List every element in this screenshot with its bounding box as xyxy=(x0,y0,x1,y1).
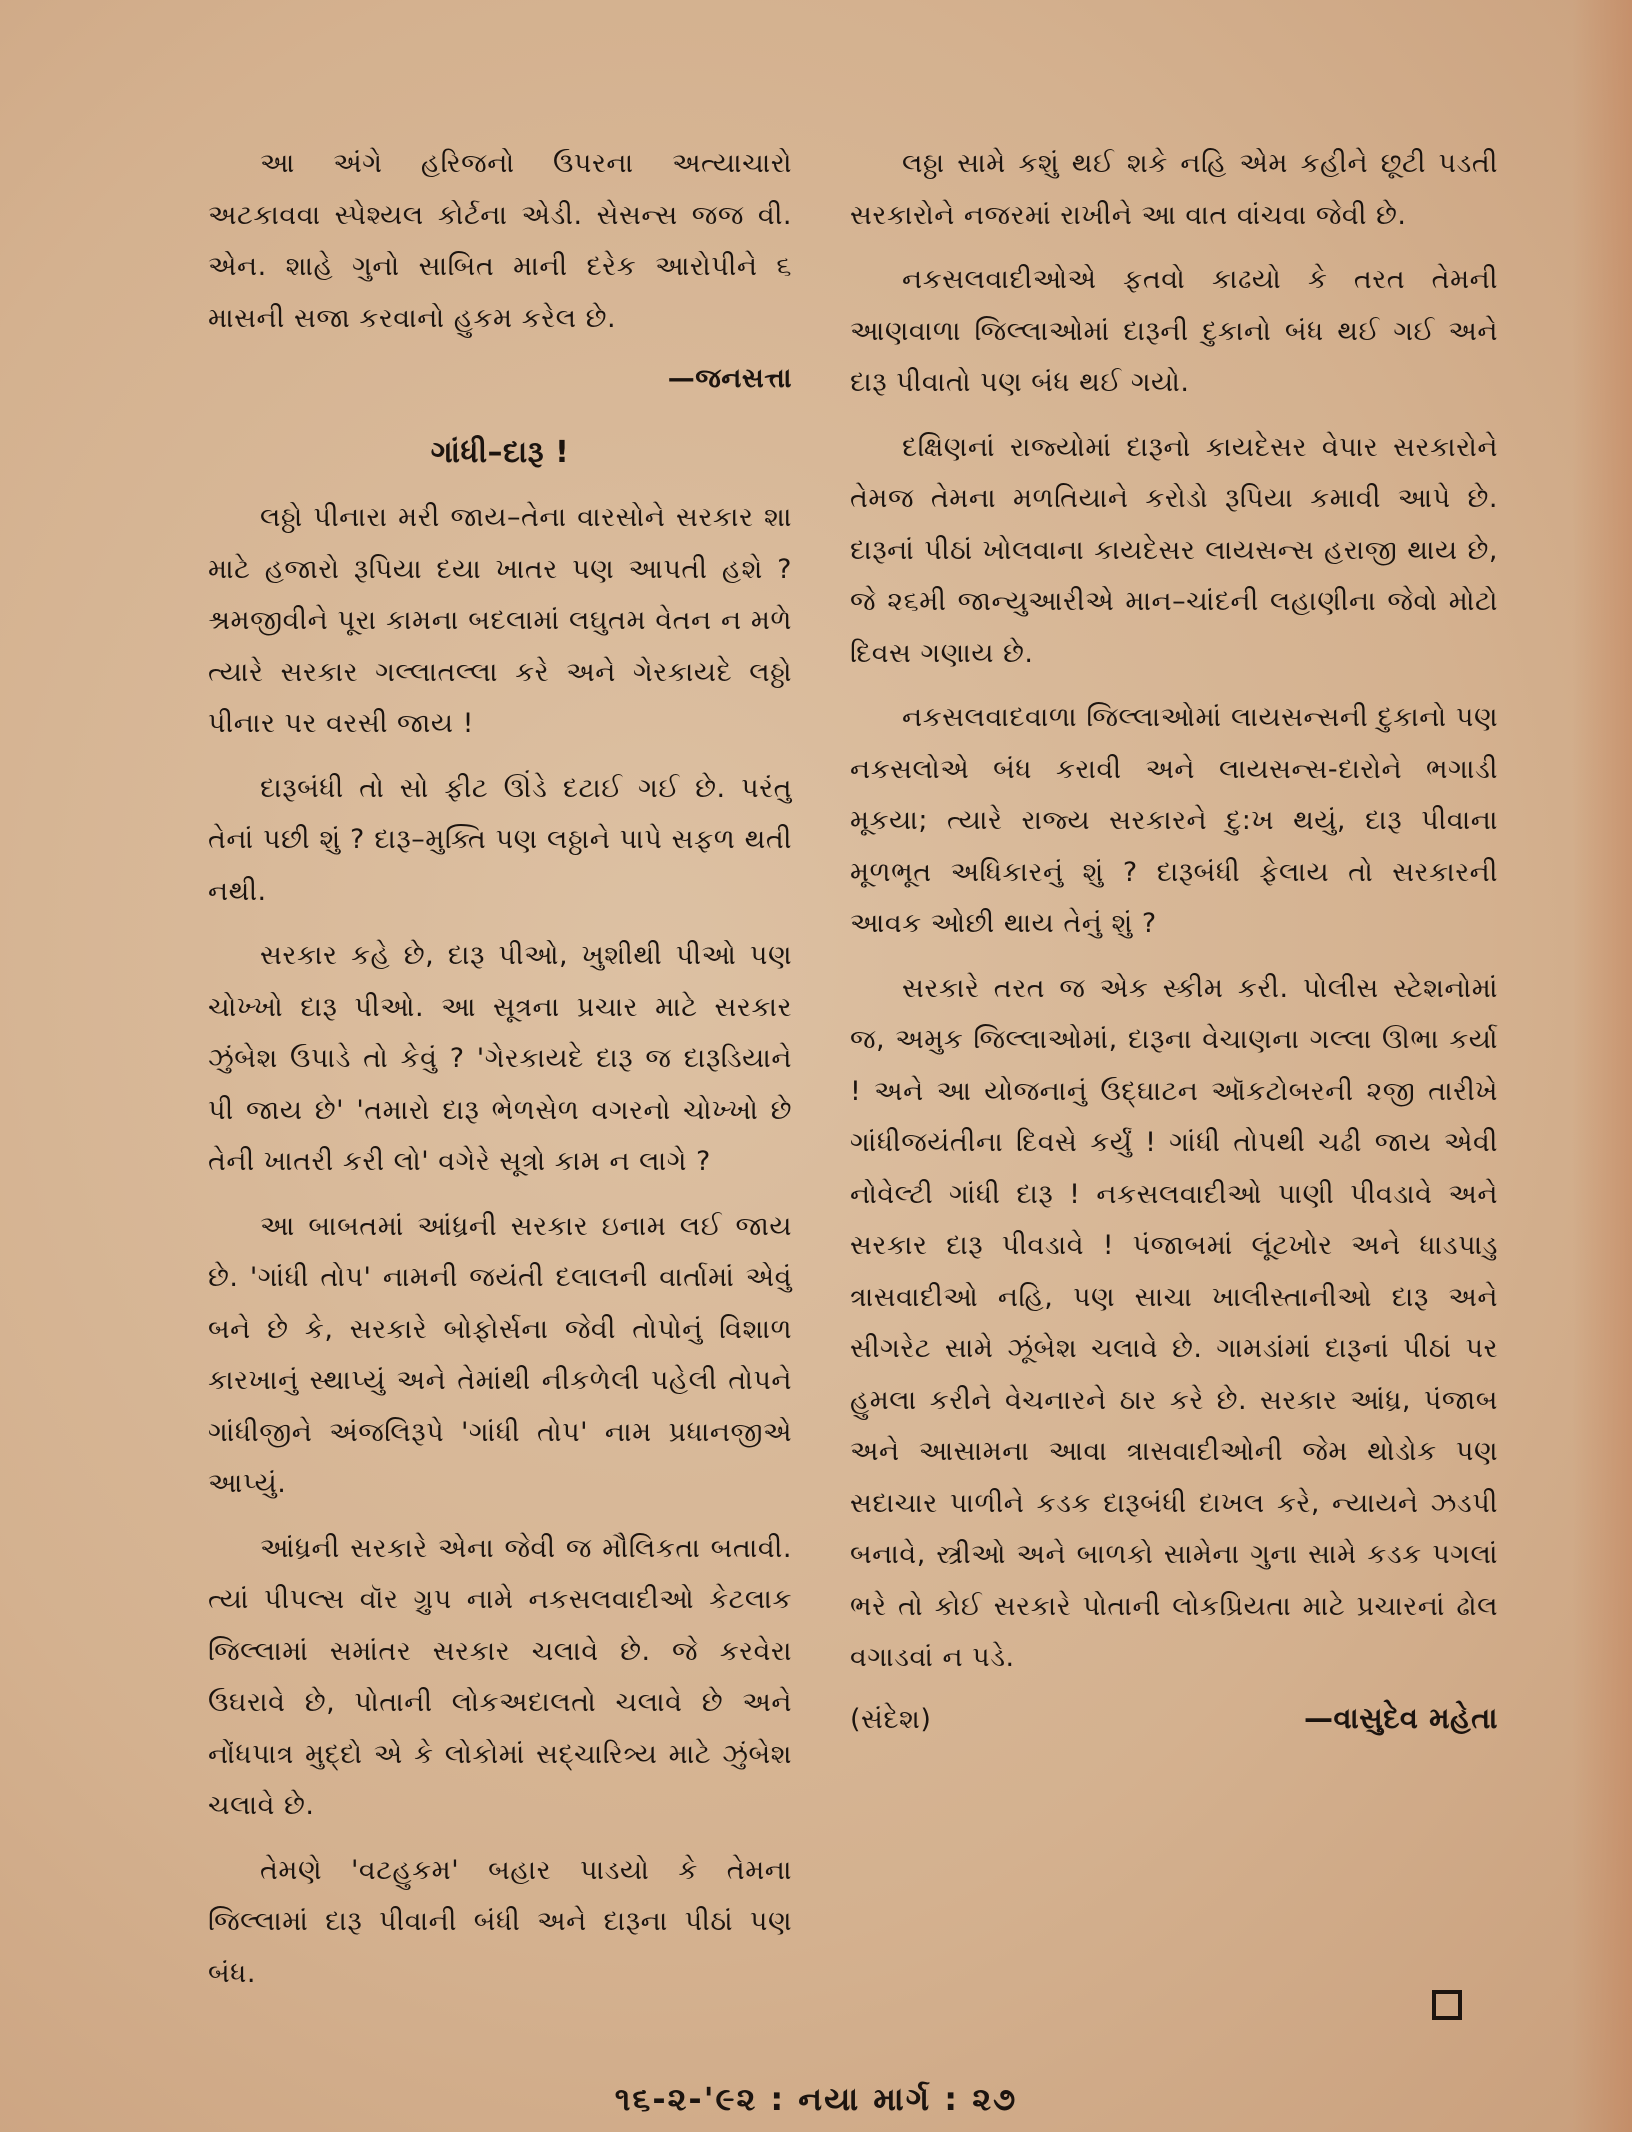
left-column xyxy=(208,138,792,2012)
page-footer: ૧૬-૨-'૯૨ : નયા માર્ગ : ૨૭ xyxy=(614,2080,1018,2118)
article-paragraph: આ બાબતમાં આંધ્રની સરકાર ઇનામ લઈ જાય છે. 'ગાંધી તોપ' નામની જયંતી દલાલની વાર્તામાં એવું બને છે કે, સરકારે બોફોર્સના જેવી તોપોનું વિશાળ કારખાનું સ્થાપ્યું અને તેમાંથી નીકળેલી પહેલી તોપને ગાંધીજીને અંજલિરૂપે 'ગાંધી તોપ' નામ પ્રધાનજીએ આપ્યું. xyxy=(208,1210,792,1499)
article-paragraph: નકસલવાદવાળા જિલ્લાઓમાં લાયસન્સની દુકાનો પણ નકસલોએ બંધ કરાવી અને લાયસન્સ-દારોને ભગાડી મૂકયા; ત્યારે રાજ્ય સરકારને દુ:ખ થયું, દારૂ પીવાના મૂળભૂત અધિકારનું શું ? દારૂબંધી ફેલાય તો સરકારની આવક ઓછી થાય તેનું શું ? xyxy=(850,702,1498,939)
right-column xyxy=(850,138,1498,1745)
article-paragraph: આંધ્રની સરકારે એના જેવી જ મૌલિકતા બતાવી. ત્યાં પીપલ્સ વૉર ગ્રુપ નામે નકસલવાદીઓ કેટલાક જિલ્લામાં સમાંતર સરકાર ચલાવે છે. જે કરવેરા ઉઘરાવે છે, પોતાની લોકઅદાલતો ચલાવે છે અને નોંધપાત્ર મુદ્દો એ કે લોકોમાં સદ્ચારિત્ર્ય માટે ઝુંબેશ ચલાવે છે. xyxy=(208,1532,792,1821)
author-name: —વાસુદેવ મહેતા xyxy=(1304,1700,1498,1735)
article-paragraph: દારૂબંધી તો સો ફીટ ઊંડે દટાઈ ગઈ છે. પરંતુ તેનાં પછી શું ? દારૂ–મુક્તિ પણ લઠ્ઠાને પાપે સફળ થતી નથી. xyxy=(208,772,792,907)
article-paragraph: નકસલવાદીઓએ ફતવો કાઢયો કે તરત તેમની આણવાળા જિલ્લાઓમાં દારૂની દુકાનો બંધ થઈ ગઈ અને દારૂ પીવાતો પણ બંધ થઈ ગયો. xyxy=(850,264,1498,398)
source-credit: (સંદેશ) xyxy=(850,1703,932,1735)
end-of-article-square-icon xyxy=(1432,1990,1462,2020)
intro-paragraph: આ અંગે હરિજનો ઉપરના અત્યાચારો અટકાવવા સ્પેશ્યલ કોર્ટના એડી. સેસન્સ જજ વી. એન. શાહે ગુનો સાબિત માની દરેક આરોપીને ૬ માસની સજા કરવાનો હુકમ કરેલ છે. xyxy=(208,148,792,334)
article-paragraph: દક્ષિણનાં રાજ્યોમાં દારૂનો કાયદેસર વેપાર સરકારોને તેમજ તેમના મળતિયાને કરોડો રૂપિયા કમાવી આપે છે. દારૂનાં પીઠાં ખોલવાના કાયદેસર લાયસન્સ હરાજી થાય છે, જે ૨૬મી જાન્યુઆરીએ માન–ચાંદની લહાણીના જેવો મોટો દિવસ ગણાય છે. xyxy=(850,431,1498,669)
signature-row xyxy=(850,1693,1498,1746)
article-paragraph: લઠ્ઠો પીનારા મરી જાય–તેના વારસોને સરકાર શા માટે હજારો રૂપિયા દયા ખાતર પણ આપતી હશે ? શ્રમજીવીને પૂરા કામના બદલામાં લઘુતમ વેતન ન મળે ત્યારે સરકાર ગલ્લાતલ્લા કરે અને ગેરકાયદે લઠ્ઠો પીનાર પર વરસી જાય ! xyxy=(208,502,792,739)
article-paragraph: તેમણે 'વટહુકમ' બહાર પાડયો કે તેમના જિલ્લામાં દારૂ પીવાની બંધી અને દારૂના પીઠાં પણ બંધ. xyxy=(208,1854,792,1989)
article-paragraph: સરકાર કહે છે, દારૂ પીઓ, ખુશીથી પીઓ પણ ચોખ્ખો દારૂ પીઓ. આ સૂત્રના પ્રચાર માટે સરકાર ઝુંબેશ ઉપાડે તો કેવું ? 'ગેરકાયદે દારૂ જ દારૂડિયાને પી જાય છે' 'તમારો દારૂ ભેળસેળ વગરનો ચોખ્ખો છે તેની ખાતરી કરી લો' વગેરે સૂત્રો કામ ન લાગે ? xyxy=(208,940,792,1177)
article-paragraph: સરકારે તરત જ એક સ્કીમ કરી. પોલીસ સ્ટેશનોમાં જ, અમુક જિલ્લાઓમાં, દારૂના વેચાણના ગલ્લા ઊભા કર્યા ! અને આ યોજનાનું ઉદ્ઘાટન ઑકટોબરની ૨જી તારીખે ગાંધીજયંતીના દિવસે કર્યું ! ગાંધી તોપથી ચઢી જાય એવી નોવેલ્ટી ગાંધી દારૂ ! નકસલવાદીઓ પાણી પીવડાવે અને સરકાર દારૂ પીવડાવે ! પંજાબમાં લૂંટખોર અને ધાડપાડુ ત્રાસવાદીઓ નહિ, પણ સાચા ખાલીસ્તાનીઓ દારૂ અને સીગરેટ સામે ઝૂંબેશ ચલાવે છે. ગામડાંમાં દારૂનાં પીઠાં પર હુમલા કરીને વેચનારને ઠાર કરે છે. સરકાર આંધ્ર, પંજાબ અને આસામના આવા ત્રાસવાદીઓની જેમ થોડોક પણ સદાચાર પાળીને કડક દારૂબંધી દાખલ કરે, ન્યાયને ઝડપી બનાવે, સ્ત્રીઓ અને બાળકો સામેના ગુના સામે કડક પગલાં ભરે તો કોઈ સરકારે પોતાની લોકપ્રિયતા માટે પ્રચારનાં ઢોલ વગાડવાં ન પડે. xyxy=(850,972,1498,1673)
source-credit: —જનસત્તા xyxy=(667,363,792,394)
article-heading: ગાંધી–દારૂ ! xyxy=(430,434,570,470)
article-paragraph: લઠ્ઠા સામે કશું થઈ શકે નહિ એમ કહીને છૂટી પડતી સરકારોને નજરમાં રાખીને આ વાત વાંચવા જેવી છે. xyxy=(850,148,1498,231)
